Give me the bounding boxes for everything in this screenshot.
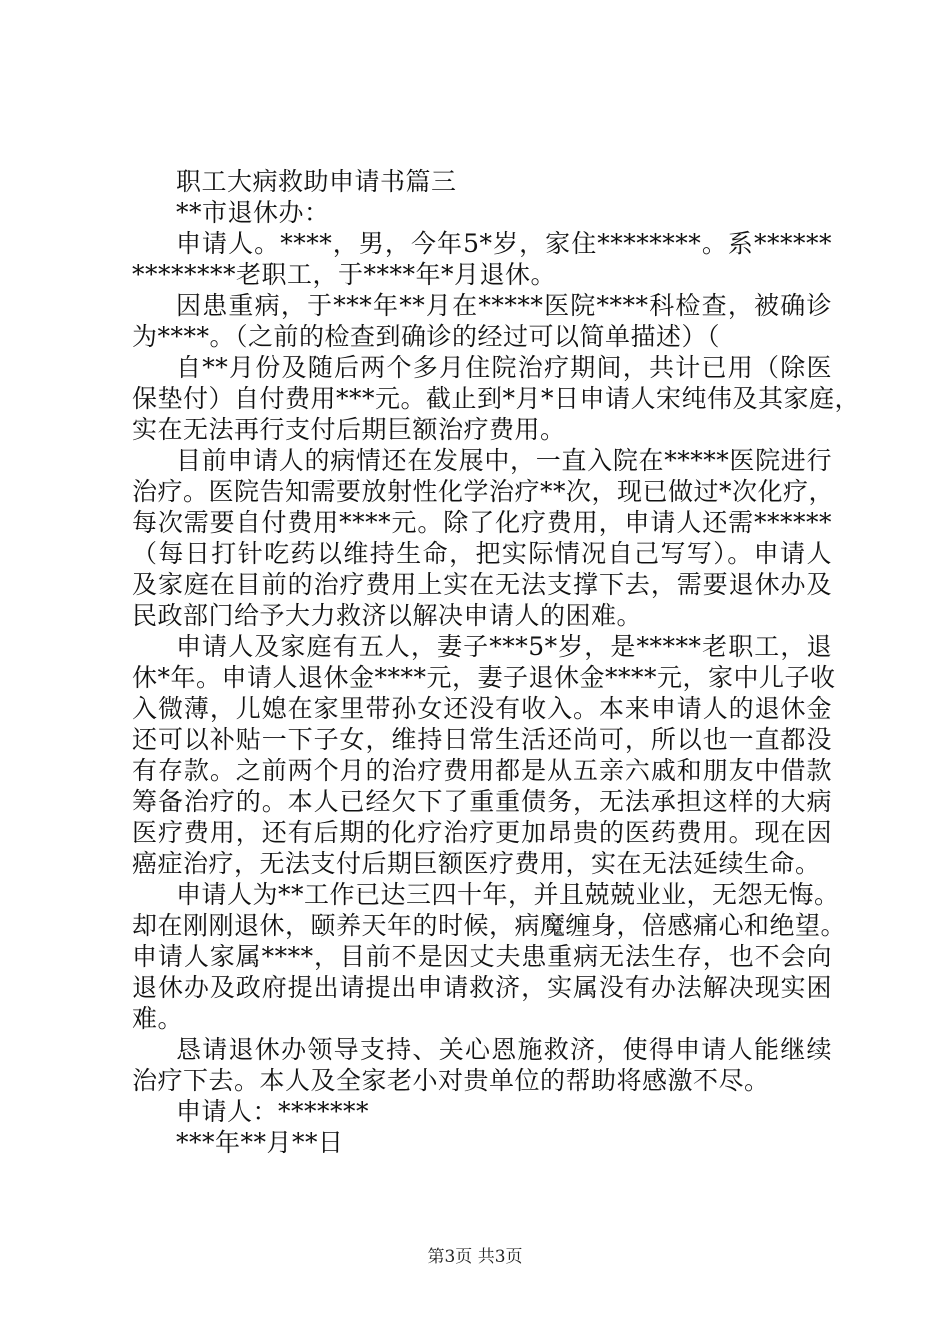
body-line: 每次需要自付费用****元。除了化疗费用，申请人还需****** [132, 508, 832, 537]
body-line: 因患重病，于***年**月在*****医院****科检查，被确诊 [176, 291, 832, 320]
body-line: （每日打针吃药以维持生命，把实际情况自己写写）。申请人 [132, 539, 832, 568]
body-line: 民政部门给予大力救济以解决申请人的困难。 [132, 601, 643, 630]
body-line: 申请人及家庭有五人，妻子***5*岁，是*****老职工，退 [176, 632, 832, 661]
body-paragraphs [132, 228, 861, 1096]
body-line: 治疗。医院告知需要放射性化学治疗**次，现已做过*次化疗， [132, 477, 835, 506]
body-line: ********老职工，于****年*月退休。 [132, 260, 557, 289]
body-line: 退休办及政府提出请提出申请救济，实属没有办法解决现实困 [132, 973, 832, 1002]
body-line: 难。 [132, 1004, 184, 1033]
body-line: 入微薄，儿媳在家里带孙女还没有收入。本来申请人的退休金 [132, 694, 832, 723]
document-body [132, 166, 861, 1158]
body-line: 申请人为**工作已达三四十年，并且兢兢业业，无怨无悔。 [176, 880, 840, 909]
body-line: 却在刚刚退休，颐养天年的时候，病魔缠身，倍感痛心和绝望。 [132, 911, 847, 940]
body-line: 保垫付）自付费用***元。截止到*月*日申请人宋纯伟及其家庭， [132, 384, 861, 413]
body-line: 及家庭在目前的治疗费用上实在无法支撑下去，需要退休办及 [132, 570, 832, 599]
document-title: 职工大病救助申请书篇三 [176, 167, 457, 196]
body-line: 自**月份及随后两个多月住院治疗期间，共计已用（除医 [176, 353, 832, 382]
body-line: 恳请退休办领导支持、关心恩施救济，使得申请人能继续 [176, 1035, 832, 1064]
body-line: 申请人家属****，目前不是因丈夫患重病无法生存，也不会向 [132, 942, 832, 971]
page-footer: 第3页 共3页 [427, 1247, 523, 1267]
body-line: 实在无法再行支付后期巨额治疗费用。 [132, 415, 566, 444]
body-line: 癌症治疗，无法支付后期巨额医疗费用，实在无法延续生命。 [132, 849, 821, 878]
body-line: 还可以补贴一下子女，维持日常生活还尚可，所以也一直都没 [132, 725, 832, 754]
body-line: 目前申请人的病情还在发展中，一直入院在*****医院进行 [176, 446, 832, 475]
body-line: 有存款。之前两个月的治疗费用都是从五亲六戚和朋友中借款 [132, 756, 832, 785]
body-line: 筹备治疗的。本人已经欠下了重重债务，无法承担这样的大病 [132, 787, 832, 816]
body-line: 休*年。申请人退休金****元，妻子退休金****元，家中儿子收 [132, 663, 836, 692]
date-line: ***年**月**日 [176, 1128, 344, 1157]
signature: 申请人：******* [176, 1097, 370, 1126]
body-line: 治疗下去。本人及全家老小对贵单位的帮助将感激不尽。 [132, 1066, 770, 1095]
body-line: 为****。（之前的检查到确诊的经过可以简单描述）（ [132, 322, 721, 351]
salutation: **市退休办： [176, 198, 330, 227]
body-line: 医疗费用，还有后期的化疗治疗更加昂贵的医药费用。现在因 [132, 818, 832, 847]
body-line: 申请人。****，男，今年5*岁，家住********。系****** [176, 229, 832, 258]
